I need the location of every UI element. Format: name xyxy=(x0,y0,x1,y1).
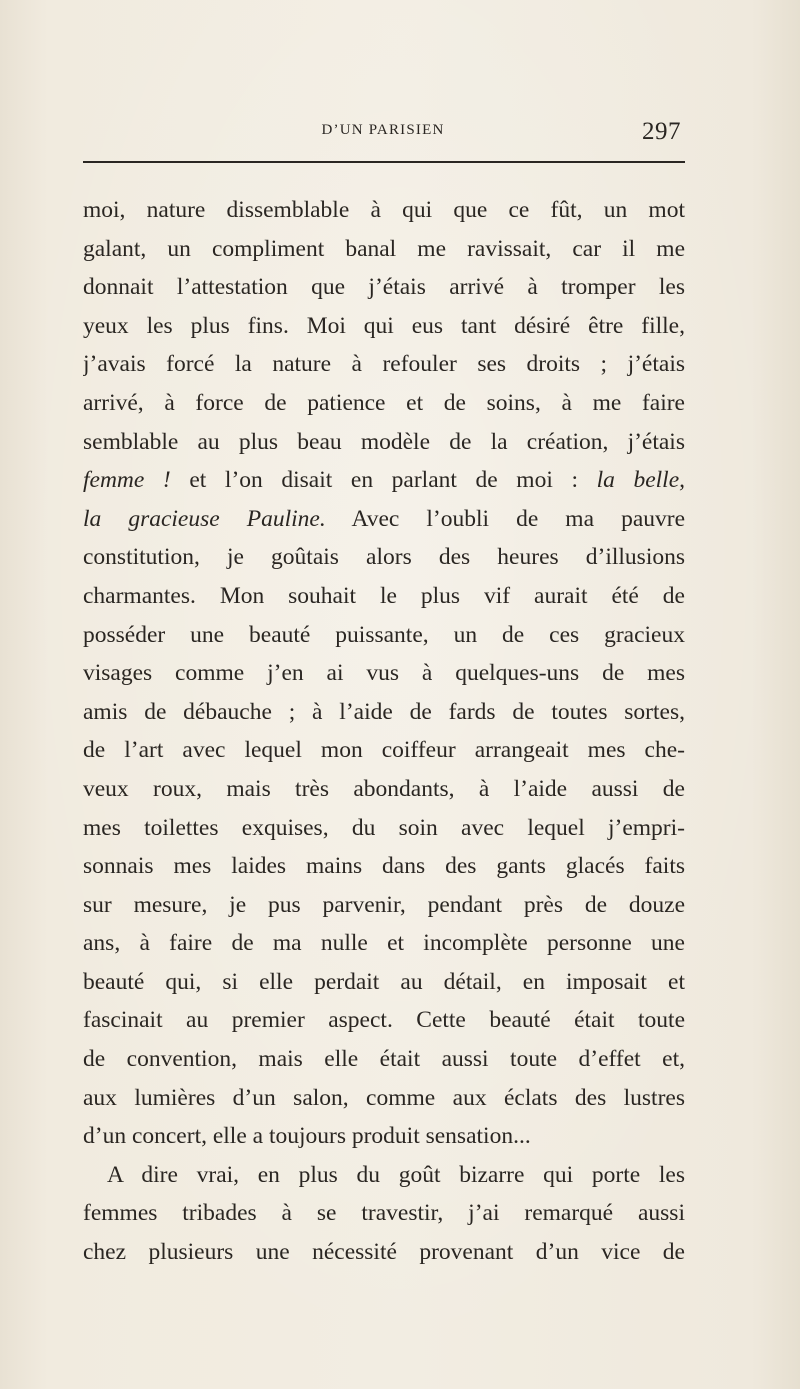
text-line xyxy=(83,1156,685,1195)
running-title: D’UN PARISIEN xyxy=(321,122,445,138)
line-text: femmes tribades à se travestir, j’ai remarqué aussi xyxy=(83,1200,685,1227)
text-line xyxy=(83,731,685,770)
line-text: de convention, mais elle était aussi toute d’effet et, xyxy=(83,1046,685,1073)
line-text: yeux les plus fins. Moi qui eus tant désiré être fille, xyxy=(83,312,685,339)
line-text: mes toilettes exquises, du soin avec lequel j’empri- xyxy=(83,814,685,841)
italic-phrase: la belle, xyxy=(596,467,685,494)
line-text: fascinait au premier aspect. Cette beauté était toute xyxy=(83,1007,685,1034)
text-line xyxy=(83,924,685,963)
line-text: d’un concert, elle a toujours produit sensation... xyxy=(83,1123,531,1150)
line-text: ans, à faire de ma nulle et incomplète personne une xyxy=(83,930,685,957)
line-text: moi, nature dissemblable à qui que ce fût, un mot xyxy=(83,197,685,223)
line-text: Avec l’oubli de ma pauvre xyxy=(325,505,685,532)
text-line xyxy=(83,1040,685,1079)
text-line xyxy=(83,809,685,848)
text-line xyxy=(83,963,685,1002)
text-line xyxy=(83,461,685,500)
text-line xyxy=(83,847,685,886)
line-text: de l’art avec lequel mon coiffeur arrangeait mes che- xyxy=(83,737,685,764)
text-line xyxy=(83,1001,685,1040)
text-line xyxy=(83,1194,685,1233)
line-text: charmantes. Mon souhait le plus vif aurait été de xyxy=(83,582,685,609)
line-text: constitution, je goûtais alors des heures d’illusions xyxy=(83,544,685,571)
text-line xyxy=(83,268,685,307)
line-text: sonnais mes laides mains dans des gants glacés faits xyxy=(83,853,685,880)
line-text: chez plusieurs une nécessité provenant d’un vice de xyxy=(83,1239,685,1266)
italic-phrase: femme ! xyxy=(83,467,171,494)
line-text: beauté qui, si elle perdait au détail, en imposait et xyxy=(83,968,685,995)
text-line xyxy=(83,423,685,462)
body-text xyxy=(83,191,685,1272)
text-line xyxy=(83,886,685,925)
text-line xyxy=(83,616,685,655)
text-line xyxy=(83,1117,685,1156)
text-line xyxy=(83,307,685,346)
line-text: A dire vrai, en plus du goût bizarre qui porte les xyxy=(107,1161,685,1188)
running-head xyxy=(83,118,683,152)
line-text: sur mesure, je pus parvenir, pendant près de douze xyxy=(83,891,685,918)
text-line xyxy=(83,191,685,230)
line-text: visages comme j’en ai vus à quelques-uns de mes xyxy=(83,660,685,687)
line-text: posséder une beauté puissante, un de ces gracieux xyxy=(83,621,685,648)
header-rule xyxy=(83,161,685,163)
text-line xyxy=(83,654,685,693)
text-line xyxy=(83,770,685,809)
text-line xyxy=(83,345,685,384)
text-line xyxy=(83,577,685,616)
text-line xyxy=(83,693,685,732)
line-text: arrivé, à force de patience et de soins, à me faire xyxy=(83,389,685,416)
line-text: semblable au plus beau modèle de la création, j’étais xyxy=(83,428,685,455)
line-text: donnait l’attestation que j’étais arrivé à tromper les xyxy=(83,274,685,301)
text-line xyxy=(83,500,685,539)
text-line xyxy=(83,1079,685,1118)
line-text: galant, un compliment banal me ravissait, car il me xyxy=(83,235,685,262)
line-text: veux roux, mais très abondants, à l’aide aussi de xyxy=(83,775,685,802)
text-line xyxy=(83,538,685,577)
page-number: 297 xyxy=(642,118,681,145)
line-text: j’avais forcé la nature à refouler ses droits ; j’étais xyxy=(83,351,685,378)
line-text: amis de débauche ; à l’aide de fards de toutes sortes, xyxy=(83,698,685,725)
line-text: aux lumières d’un salon, comme aux éclats des lustres xyxy=(83,1084,685,1111)
text-line xyxy=(83,1233,685,1272)
text-line xyxy=(83,384,685,423)
italic-phrase: la gracieuse Pauline. xyxy=(83,505,326,532)
text-line xyxy=(83,230,685,269)
line-text: et l’on disait en parlant de moi : xyxy=(170,467,597,494)
